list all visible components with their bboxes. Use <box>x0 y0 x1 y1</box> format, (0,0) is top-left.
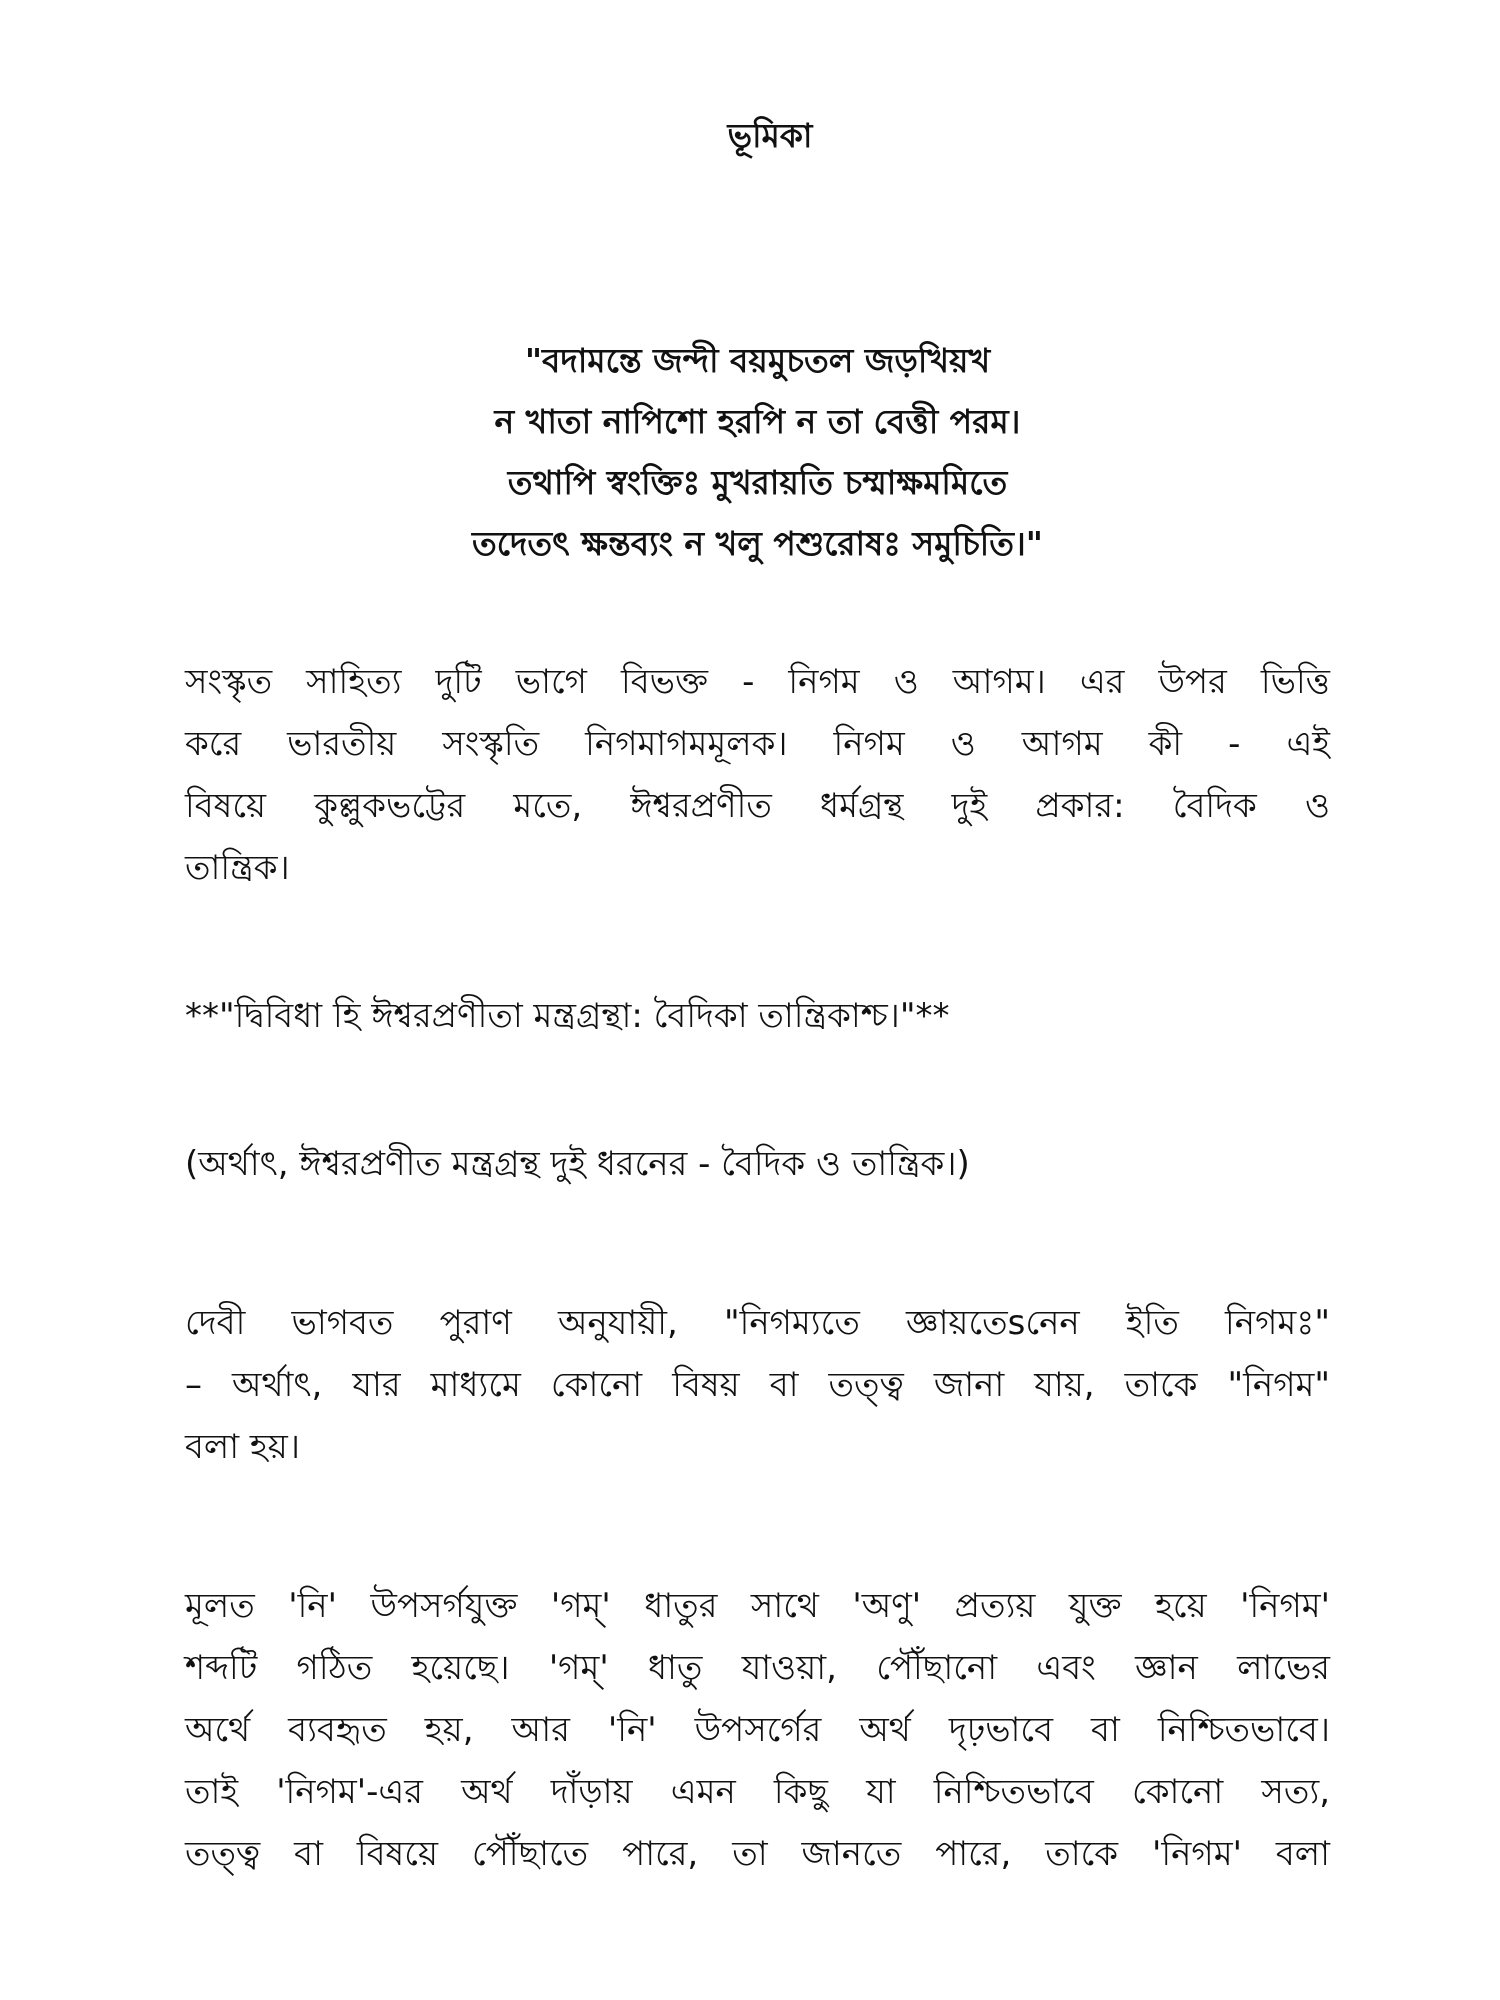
paragraph-etymology <box>185 1575 1330 1885</box>
paragraph-line: শব্দটি গঠিত হয়েছে। 'গম্' ধাতু যাওয়া, পৌঁছানো এবং জ্ঞান লাভের <box>185 1648 1330 1688</box>
paragraph-devi-bhagavat <box>185 1292 1330 1478</box>
paragraph-line: সংস্কৃত সাহিত্য দুটি ভাগে বিভক্ত - নিগম ও আগম। এর উপর ভিত্তি <box>185 662 1330 702</box>
verse-line: তদেতৎ ক্ষন্তব্যং ন খলু পশুরোষঃ সমুচিতি।" <box>472 524 1043 563</box>
paragraph-line: বিষয়ে কুল্লুকভট্টের মতে, ঈশ্বরপ্রণীত ধর্মগ্রন্থ দুই প্রকার: বৈদিক ও <box>185 786 1330 826</box>
verse-line: "বদামন্তে জন্দী বয়মুচতল জড়খিয়খ <box>524 341 991 380</box>
paragraph-line: মূলত 'নি' উপসর্গযুক্ত 'গম্' ধাতুর সাথে 'অণু' প্রত্যয় যুক্ত হয়ে 'নিগম' <box>185 1586 1330 1626</box>
paragraph-line: বলা হয়। <box>185 1427 300 1467</box>
paragraph-meaning <box>185 1133 1330 1195</box>
paragraph-line: তাই 'নিগম'-এর অর্থ দাঁড়ায় এমন কিছু যা নিশ্চিতভাবে কোনো সত্য, <box>185 1772 1330 1812</box>
paragraph-line: করে ভারতীয় সংস্কৃতি নিগমাগমমূলক। নিগম ও আগম কী - এই <box>185 724 1330 764</box>
page-title: ভূমিকা <box>727 116 813 155</box>
verse-line: ন খাতা নাপিশো হরপি ন তা বেত্তী পরম। <box>494 402 1021 441</box>
paragraph-line: তত্ত্ব বা বিষয়ে পৌঁছাতে পারে, তা জানতে পারে, তাকে 'নিগম' বলা <box>185 1834 1330 1874</box>
verse-line: তথাপি স্বংক্তিঃ মুখরায়তি চম্মাক্ষমমিতে <box>507 463 1008 502</box>
paragraph-line: দেবী ভাগবত পুরাণ অনুযায়ী, "নিগম্যতে জ্ঞায়তেsনেন ইতি নিগমঃ" <box>185 1303 1330 1343</box>
paragraph-quote <box>185 985 1330 1047</box>
paragraph-line: অর্থে ব্যবহৃত হয়, আর 'নি' উপসর্গের অর্থ দৃঢ়ভাবে বা নিশ্চিতভাবে। <box>185 1710 1330 1750</box>
paragraph-nigam-agam <box>185 651 1330 899</box>
quote-line: **"দ্বিবিধা হি ঈশ্বরপ্রণীতা মন্ত্রগ্রন্থা: বৈদিকা তান্ত্রিকাশ্চ।"** <box>185 996 950 1036</box>
sanskrit-verse <box>185 330 1330 574</box>
paragraph-line: তান্ত্রিক। <box>185 848 290 888</box>
meaning-line: (অর্থাৎ, ঈশ্বরপ্রণীত মন্ত্রগ্রন্থ দুই ধরনের - বৈদিক ও তান্ত্রিক।) <box>185 1144 970 1184</box>
paragraph-line: – অর্থাৎ, যার মাধ্যমে কোনো বিষয় বা তত্ত্ব জানা যায়, তাকে "নিগম" <box>185 1365 1330 1405</box>
